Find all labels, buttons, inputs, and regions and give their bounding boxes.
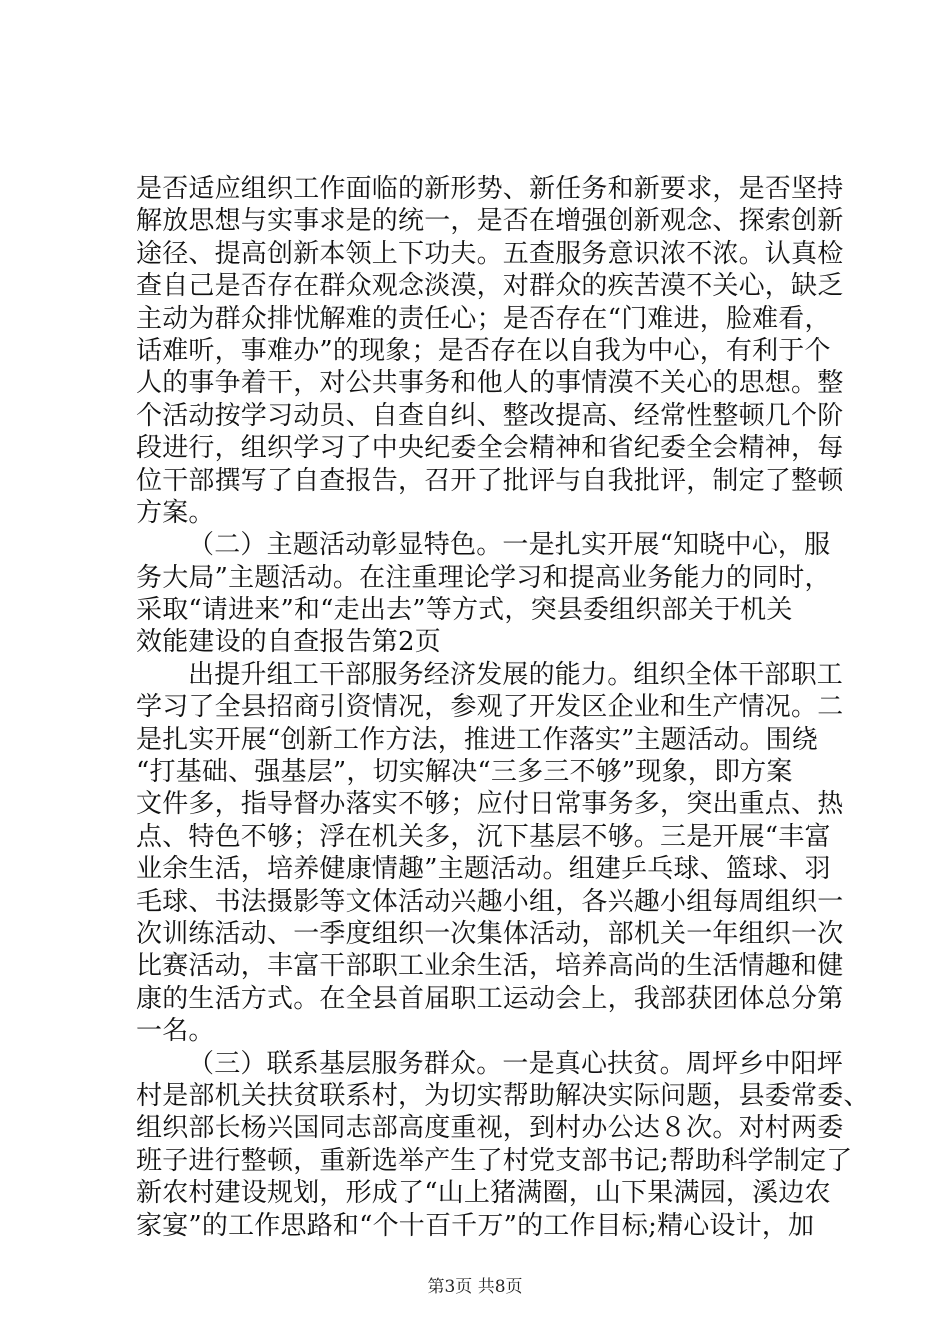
text-line: 一名。 bbox=[136, 1016, 215, 1047]
paragraph-start-line: （三）联系基层服务群众。一是真心扶贫。周坪乡中阳坪 bbox=[188, 1048, 844, 1079]
text-line: 解放思想与实事求是的统一，是否在增强创新观念、探索创新 bbox=[136, 206, 844, 237]
text-line: 毛球、书法摄影等文体活动兴趣小组，各兴趣小组每周组织一 bbox=[136, 886, 844, 917]
text-line: 主动为群众排忧解难的责任心；是否存在“门难进，脸难看， bbox=[136, 303, 831, 334]
text-line: 是否适应组织工作面临的新形势、新任务和新要求，是否坚持 bbox=[136, 174, 844, 204]
text-line: 方案。 bbox=[136, 497, 215, 528]
text-line: 是扎实开展“创新工作方法，推进工作落实”主题活动。围绕 bbox=[136, 724, 818, 755]
text-line: 康的生活方式。在全县首届职工运动会上，我部获团体总分第 bbox=[136, 983, 844, 1014]
text-line: “打基础、强基层”，切实解决“三多三不够”现象，即方案 bbox=[136, 757, 793, 788]
page-number: 第3页 共8页 bbox=[427, 1277, 523, 1297]
text-line: 采取“请进来”和“走出去”等方式，突县委组织部关于机关 bbox=[136, 595, 793, 626]
text-line: 新农村建设规划，形成了“山上猪满圈，山下果满园，溪边农 bbox=[136, 1178, 831, 1209]
text-line: 务大局”主题活动。在注重理论学习和提高业务能力的同时， bbox=[136, 562, 831, 593]
text-line: 位干部撰写了自查报告，召开了批评与自我批评，制定了整顿 bbox=[136, 465, 844, 496]
text-line: 效能建设的自查报告第2页 bbox=[136, 627, 441, 658]
text-line: 个活动按学习动员、自查自纠、整改提高、经常性整顿几个阶 bbox=[136, 400, 844, 431]
text-line: 段进行，组织学习了中央纪委全会精神和省纪委全会精神，每 bbox=[136, 433, 844, 464]
text-line: 组织部长杨兴国同志部高度重视，到村办公达８次。对村两委 bbox=[136, 1113, 844, 1144]
paragraph-start-line: 出提升组工干部服务经济发展的能力。组织全体干部职工 bbox=[188, 659, 844, 690]
text-line: 次训练活动、一季度组织一次集体活动，部机关一年组织一次 bbox=[136, 918, 844, 949]
text-line: 比赛活动，丰富干部职工业余生活，培养高尚的生活情趣和健 bbox=[136, 951, 844, 982]
text-line: 查自己是否存在群众观念淡漠，对群众的疾苦漠不关心，缺乏 bbox=[136, 271, 844, 302]
page-footer bbox=[0, 1272, 950, 1297]
text-line: 途径、提高创新本领上下功夫。五查服务意识浓不浓。认真检 bbox=[136, 238, 844, 269]
text-line: 家宴”的工作思路和“个十百千万”的工作目标;精心设计，加 bbox=[136, 1210, 815, 1241]
text-line: 文件多，指导督办落实不够；应付日常事务多，突出重点、热 bbox=[136, 789, 844, 820]
text-line: 业余生活，培养健康情趣”主题活动。组建乒乓球、篮球、羽 bbox=[136, 854, 831, 885]
text-line: 话难听，事难办”的现象；是否存在以自我为中心，有利于个 bbox=[136, 335, 831, 366]
text-line: 点、特色不够；浮在机关多，沉下基层不够。三是开展“丰富 bbox=[136, 821, 831, 852]
text-line: 学习了全县招商引资情况，参观了开发区企业和生产情况。二 bbox=[136, 692, 844, 723]
text-line: 人的事争着干，对公共事务和他人的事情漠不关心的思想。整 bbox=[136, 368, 844, 399]
text-line: 班子进行整顿，重新选举产生了村党支部书记;帮助科学制定了 bbox=[136, 1145, 853, 1176]
body-text bbox=[136, 173, 870, 1242]
text-line: 村是部机关扶贫联系村，为切实帮助解决实际问题，县委常委、 bbox=[136, 1080, 870, 1111]
paragraph-start-line: （二）主题活动彰显特色。一是扎实开展“知晓中心，服 bbox=[188, 530, 831, 561]
